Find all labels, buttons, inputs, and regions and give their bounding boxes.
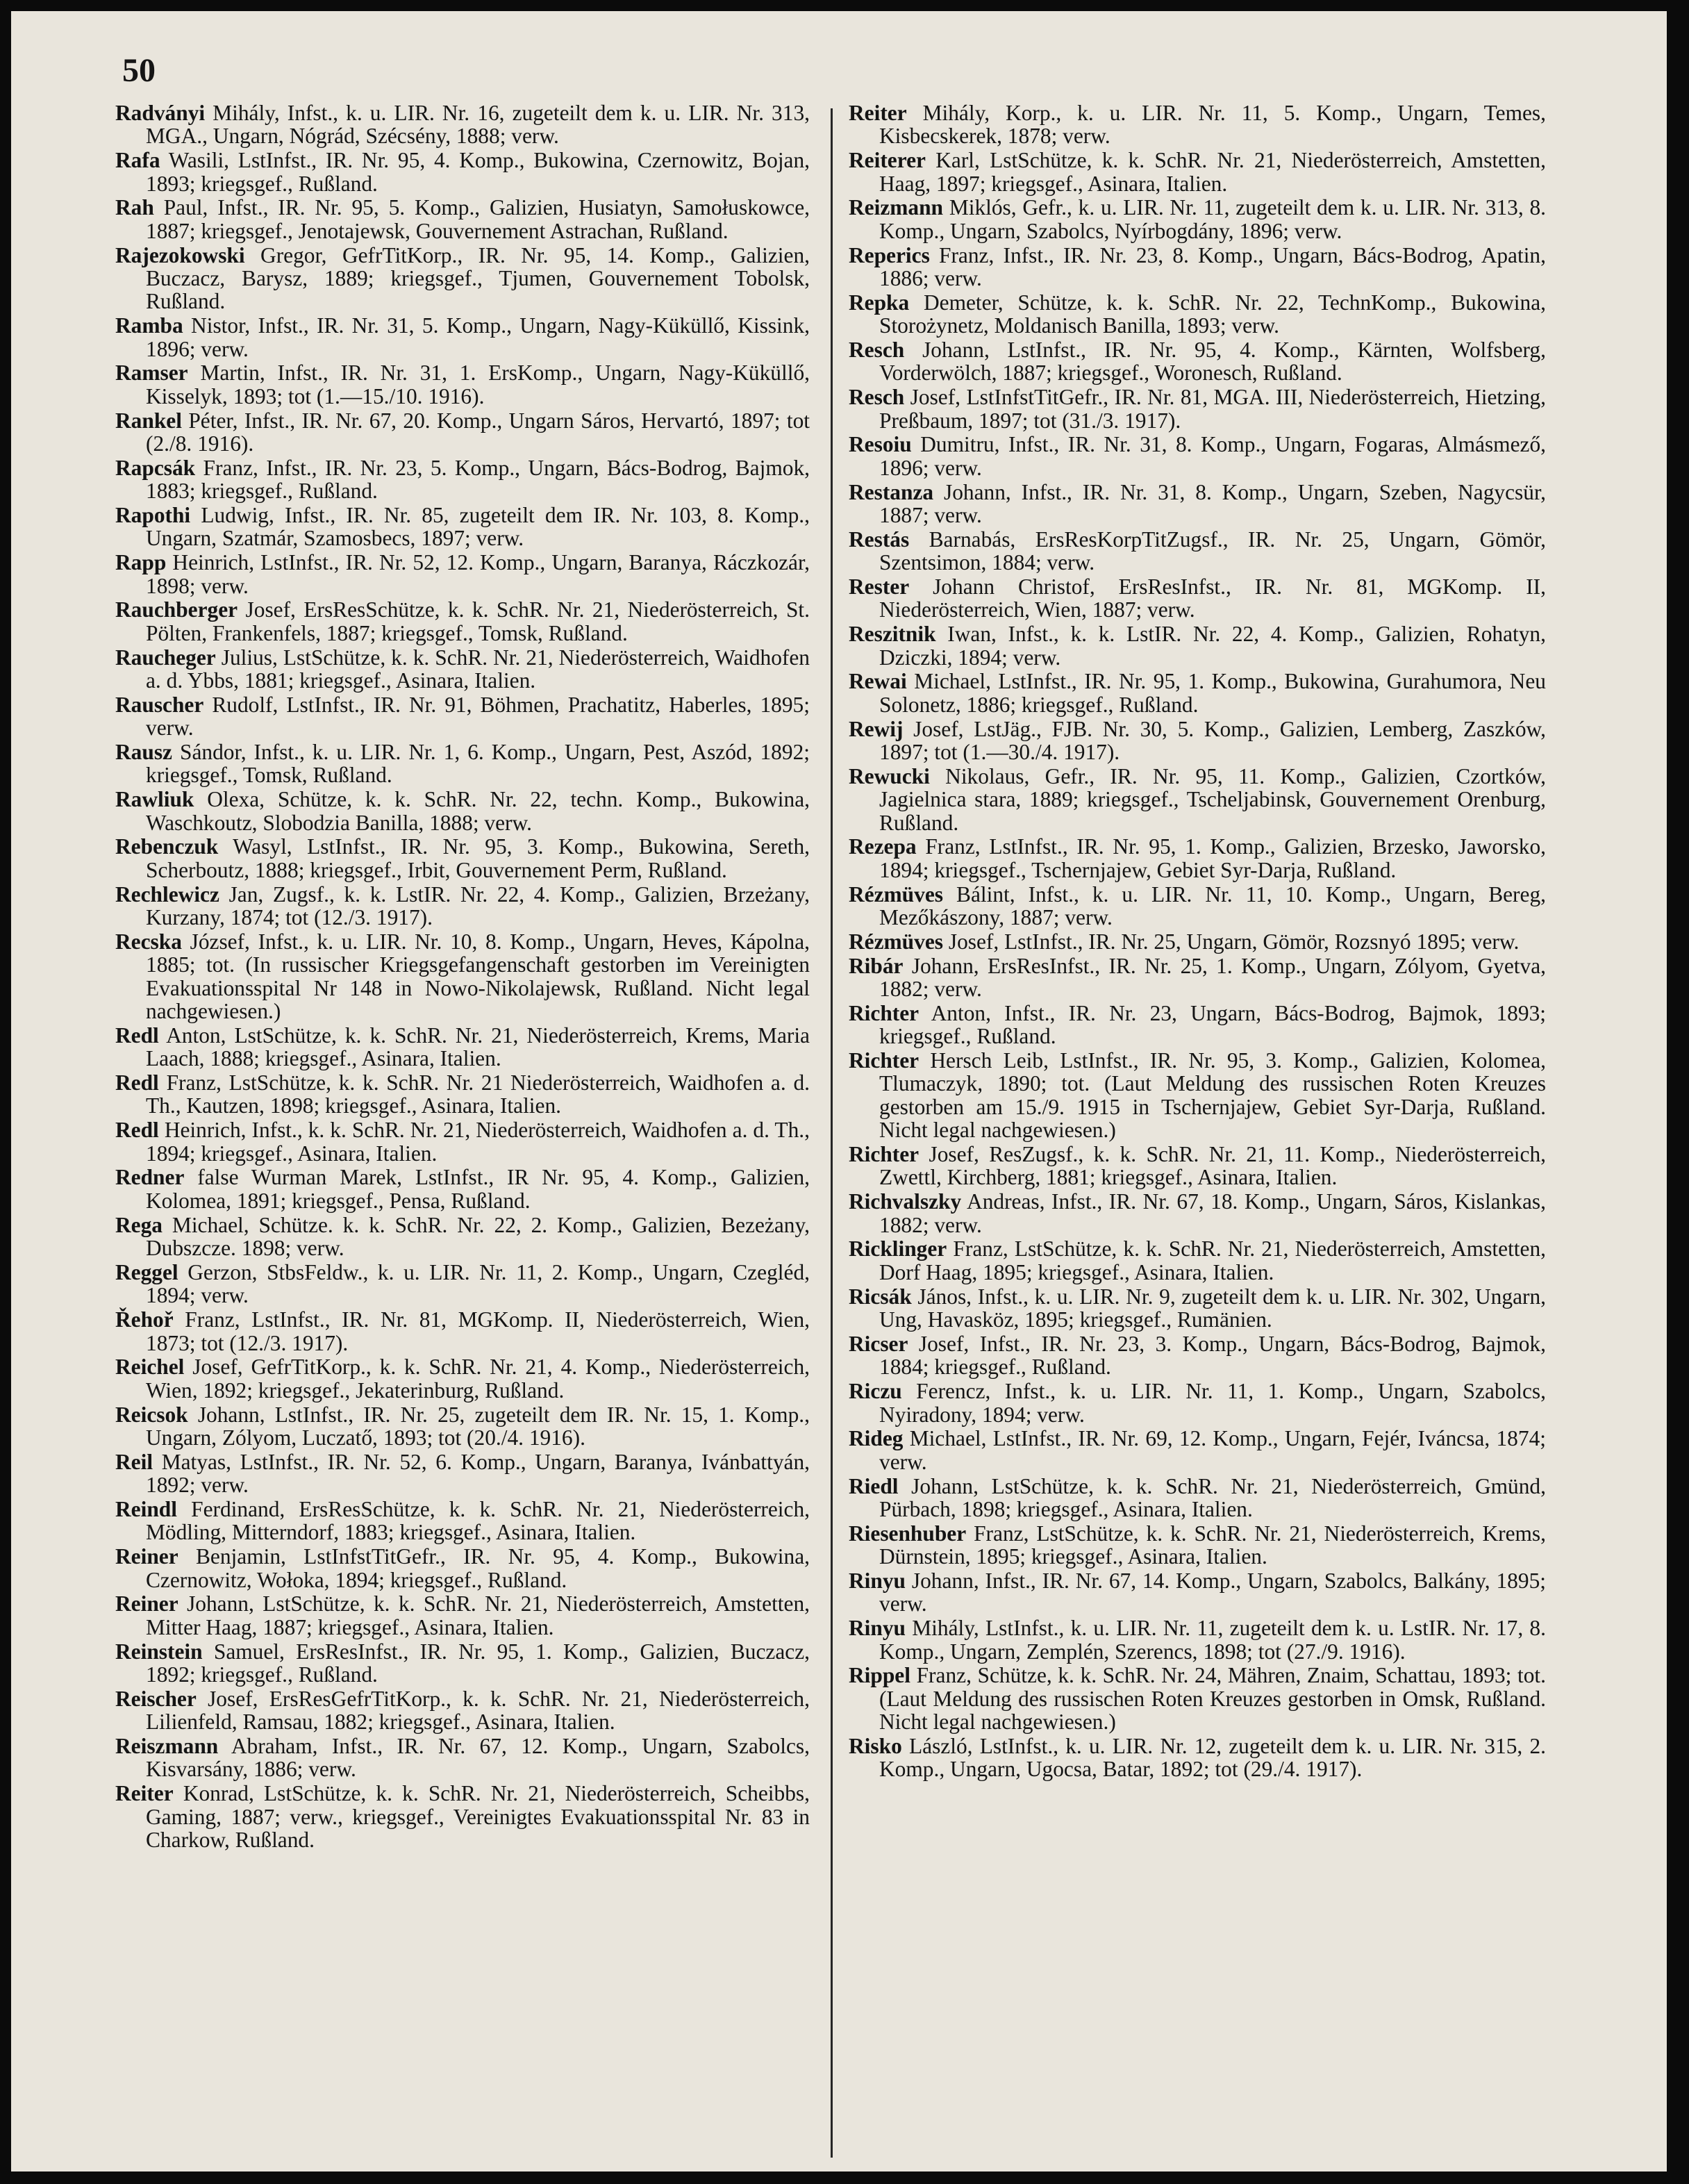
entry-surname: Rézmüves: [849, 929, 943, 954]
entry-surname: Raucheger: [115, 645, 216, 670]
register-entry: [115, 646, 810, 693]
entry-details: Julius, LstSchütze, k. k. SchR. Nr. 21, Niederösterreich, Waidhofen a. d. Ybbs, 1881; kriegsgef., Asinara, Italien.: [146, 645, 810, 693]
register-entry: [849, 1049, 1546, 1142]
entry-surname: Řehoř: [115, 1307, 174, 1332]
entry-details: Konrad, LstSchütze, k. k. SchR. Nr. 21, Niederösterreich, Scheibbs, Gaming, 1887; verw., kriegsgef., Vereinigtes Evakuationsspital Nr. 83 in Charkow, Rußland.: [146, 1781, 810, 1852]
entry-details: Heinrich, Infst., k. k. SchR. Nr. 21, Niederösterreich, Waidhofen a. d. Th., 1894; kriegsgef., Asinara, Italien.: [146, 1118, 810, 1166]
register-entry: [115, 1735, 810, 1781]
entry-details: Martin, Infst., IR. Nr. 31, 1. ErsKomp., Ungarn, Nagy-Küküllő, Kisselyk, 1893; tot (1.—15./10. 1916).: [146, 361, 810, 408]
entry-details: Wasyl, LstInfst., IR. Nr. 95, 3. Komp., Bukowina, Sereth, Scherboutz, 1888; kriegsgef., Irbit, Gouvernement Perm, Rußland.: [146, 834, 810, 882]
entry-surname: Reiter: [115, 1781, 174, 1806]
entry-surname: Ramba: [115, 313, 183, 338]
entry-details: Mihály, Korp., k. u. LIR. Nr. 11, 5. Komp., Ungarn, Temes, Kisbecskerek, 1878; verw.: [879, 101, 1546, 149]
entry-details: Josef, LstInfst., IR. Nr. 25, Ungarn, Gömör, Rozsnyó 1895; verw.: [948, 929, 1520, 954]
entry-surname: Rapcsák: [115, 455, 196, 480]
entry-details: Josef, Infst., IR. Nr. 23, 3. Komp., Ungarn, Bács-Bodrog, Bajmok, 1884; kriegsgef., Rußland.: [879, 1331, 1546, 1380]
entry-surname: Radványi: [115, 101, 206, 125]
entry-details: Rudolf, LstInfst., IR. Nr. 91, Böhmen, Prachatitz, Haberles, 1895; verw.: [146, 692, 810, 741]
entry-details: Paul, Infst., IR. Nr. 95, 5. Komp., Galizien, Husiatyn, Samołuskowce, 1887; kriegsgef., Jenotajewsk, Gouvernement Astrachan, Rußland.: [146, 195, 810, 243]
entry-surname: Rauchberger: [115, 597, 238, 622]
register-entry: [115, 693, 810, 740]
entry-details: Olexa, Schütze, k. k. SchR. Nr. 22, techn. Komp., Bukowina, Waschkoutz, Slobodzia Banilla, 1888; verw.: [146, 787, 810, 835]
entry-details: József, Infst., k. u. LIR. Nr. 10, 8. Komp., Ungarn, Heves, Kápolna, 1885; tot. (In russischer Kriegsgefangenschaft gestorben im Vereinigten Evakuationsspital Nr 148 in Nowo-Nikolajewsk, Rußland. Nicht legal nachgewiesen.): [146, 929, 810, 1024]
register-entry: [849, 883, 1546, 929]
entry-details: Franz, LstInfst., IR. Nr. 95, 1. Komp., Galizien, Brzesko, Jaworsko, 1894; kriegsgef., Tschernjajew, Gebiet Syr-Darja, Rußland.: [879, 834, 1546, 882]
entry-surname: Ribár: [849, 953, 904, 978]
entry-details: Anton, LstSchütze, k. k. SchR. Nr. 21, Niederösterreich, Krems, Maria Laach, 1888; kriegsgef., Asinara, Italien.: [146, 1023, 810, 1071]
entry-details: Franz, LstSchütze, k. k. SchR. Nr. 21, Niederösterreich, Amstetten, Dorf Haag, 1895; kriegsgef., Asinara, Italien.: [879, 1236, 1546, 1284]
register-entry: [849, 196, 1546, 242]
register-entry: [849, 386, 1546, 432]
entry-surname: Rinyu: [849, 1616, 906, 1641]
page-number: 50: [122, 52, 156, 89]
entry-surname: Ricklinger: [849, 1236, 947, 1261]
entry-details: Johann, Infst., IR. Nr. 31, 8. Komp., Ungarn, Szeben, Nagycsür, 1887; verw.: [879, 479, 1546, 528]
entry-surname: Rippel: [849, 1663, 910, 1688]
entry-surname: Reiner: [115, 1591, 178, 1616]
register-entry: [115, 835, 810, 882]
entry-surname: Risko: [849, 1733, 902, 1758]
column-divider: [831, 108, 833, 2158]
entry-surname: Restás: [849, 527, 910, 552]
entry-surname: Reiterer: [849, 148, 926, 173]
entry-details: Abraham, Infst., IR. Nr. 67, 12. Komp., Ungarn, Szabolcs, Kisvarsány, 1886; verw.: [146, 1733, 810, 1782]
entry-details: false Wurman Marek, LstInfst., IR Nr. 95, 4. Komp., Galizien, Kolomea, 1891; kriegsgef., Pensa, Rußland.: [146, 1165, 810, 1213]
entry-surname: Reischer: [115, 1686, 197, 1711]
register-entry: [115, 504, 810, 550]
entry-details: Johann, LstInfst., IR. Nr. 25, zugeteilt dem IR. Nr. 15, 1. Komp., Ungarn, Zólyom, Luczatő, 1893; tot (20./4. 1916).: [146, 1402, 810, 1450]
entry-details: Sándor, Infst., k. u. LIR. Nr. 1, 6. Komp., Ungarn, Pest, Aszód, 1892; kriegsgef., Tomsk, Rußland.: [146, 740, 810, 788]
entry-surname: Richter: [849, 1048, 920, 1073]
entry-surname: Richter: [849, 1000, 920, 1025]
register-entry: [115, 598, 810, 645]
entry-surname: Riedl: [849, 1473, 899, 1498]
register-entry: [849, 1616, 1546, 1663]
entry-details: Demeter, Schütze, k. k. SchR. Nr. 22, TechnKomp., Bukowina, Storożynetz, Moldanisch Banilla, 1893; verw.: [879, 290, 1546, 338]
register-entry: [849, 149, 1546, 195]
entry-details: Michael, LstInfst., IR. Nr. 95, 1. Komp., Bukowina, Gurahumora, Neu Solonetz, 1886; kriegsgef., Rußland.: [879, 669, 1546, 717]
register-entry: [849, 835, 1546, 882]
entry-details: Michael, LstInfst., IR. Nr. 69, 12. Komp., Ungarn, Fejér, Iváncsa, 1874; verw.: [879, 1426, 1546, 1474]
entry-surname: Rankel: [115, 408, 182, 433]
entry-surname: Riczu: [849, 1379, 902, 1404]
register-entry: [849, 528, 1546, 574]
entry-surname: Ricser: [849, 1331, 908, 1356]
entry-details: Franz, Infst., IR. Nr. 23, 8. Komp., Ungarn, Bács-Bodrog, Apatin, 1886; verw.: [879, 242, 1546, 291]
entry-details: Nistor, Infst., IR. Nr. 31, 5. Komp., Ungarn, Nagy-Küküllő, Kissink, 1896; verw.: [146, 313, 810, 361]
register-entry: [115, 1782, 810, 1851]
register-entry: [849, 718, 1546, 764]
entry-details: Nikolaus, Gefr., IR. Nr. 95, 11. Komp., Galizien, Czortków, Jagielnica stara, 1889; kriegsgef., Tscheljabinsk, Gouvernement Orenburg, Rußland.: [879, 763, 1546, 835]
entry-details: János, Infst., k. u. LIR. Nr. 9, zugeteilt dem k. u. LIR. Nr. 302, Ungarn, Ung, Havasköz, 1895; kriegsgef., Rumänien.: [879, 1284, 1546, 1332]
register-entry: [849, 1522, 1546, 1569]
entry-surname: Rausz: [115, 740, 172, 765]
entry-surname: Rapp: [115, 550, 167, 575]
entry-surname: Reiszmann: [115, 1733, 219, 1758]
register-entry: [115, 1403, 810, 1450]
entry-surname: Ramser: [115, 361, 188, 386]
register-entry: [849, 930, 1546, 953]
register-entry: [115, 1355, 810, 1402]
entry-surname: Rawliuk: [115, 787, 194, 812]
register-entry: [849, 765, 1546, 834]
entry-details: Samuel, ErsResInfst., IR. Nr. 95, 1. Komp., Galizien, Buczacz, 1892; kriegsgef., Rußland.: [146, 1639, 810, 1687]
register-entry: [115, 1545, 810, 1591]
entry-details: Andreas, Infst., IR. Nr. 67, 18. Komp., Ungarn, Sáros, Kislankas, 1882; verw.: [879, 1189, 1547, 1237]
entry-surname: Resoiu: [849, 432, 912, 457]
entry-details: Karl, LstSchütze, k. k. SchR. Nr. 21, Niederösterreich, Amstetten, Haag, 1897; kriegsgef., Asinara, Italien.: [879, 148, 1546, 196]
register-entry: [849, 1664, 1546, 1733]
entry-details: Iwan, Infst., k. k. LstIR. Nr. 22, 4. Komp., Galizien, Rohatyn, Dziczki, 1894; verw.: [879, 622, 1546, 670]
entry-surname: Reinstein: [115, 1639, 203, 1664]
entry-details: Gregor, GefrTitKorp., IR. Nr. 95, 14. Komp., Galizien, Buczacz, Barysz, 1889; kriegsgef., Tjumen, Gouvernement Tobolsk, Rußland.: [146, 242, 810, 314]
entry-surname: Rechlewicz: [115, 882, 219, 907]
register-entry: [115, 788, 810, 834]
register-entry: [849, 1332, 1546, 1379]
entry-details: Jan, Zugsf., k. k. LstIR. Nr. 22, 4. Komp., Galizien, Brzeżany, Kurzany, 1874; tot (12./3. 1917).: [146, 882, 810, 930]
entry-surname: Rewij: [849, 716, 904, 741]
entry-surname: Rebenczuk: [115, 834, 219, 859]
entry-surname: Rinyu: [849, 1568, 906, 1593]
register-entry: [849, 1475, 1546, 1521]
register-entry: [849, 1735, 1546, 1781]
entry-details: Josef, ErsResSchütze, k. k. SchR. Nr. 21, Niederösterreich, St. Pölten, Frankenfels, 1887; kriegsgef., Tomsk, Rußland.: [146, 597, 810, 645]
entry-details: Ferencz, Infst., k. u. LIR. Nr. 11, 1. Komp., Ungarn, Szabolcs, Nyiradony, 1894; verw.: [879, 1379, 1546, 1427]
entry-surname: Rapothi: [115, 503, 191, 528]
entry-surname: Reichel: [115, 1355, 185, 1380]
left-column: [115, 101, 810, 1853]
entry-details: Ludwig, Infst., IR. Nr. 85, zugeteilt dem IR. Nr. 103, 8. Komp., Ungarn, Szatmár, Szamosbecs, 1897; verw.: [146, 503, 810, 551]
register-entry: [115, 1592, 810, 1639]
entry-surname: Riesenhuber: [849, 1521, 967, 1546]
register-entry: [115, 1024, 810, 1070]
entry-surname: Reindl: [115, 1496, 177, 1521]
entry-surname: Reizmann: [849, 195, 944, 220]
entry-surname: Rah: [115, 195, 154, 220]
entry-details: Johann, LstSchütze, k. k. SchR. Nr. 21, Niederösterreich, Amstetten, Mitter Haag, 1887; kriegsgef., Asinara, Italien.: [146, 1591, 810, 1639]
entry-surname: Redner: [115, 1165, 185, 1190]
register-entry: [849, 575, 1546, 622]
register-entry: [849, 1380, 1546, 1426]
entry-surname: Reiner: [115, 1544, 178, 1569]
entry-surname: Repka: [849, 290, 910, 315]
entry-details: Barnabás, ErsResKorpTitZugsf., IR. Nr. 25, Ungarn, Gömör, Szentsimon, 1884; verw.: [879, 527, 1546, 575]
entry-details: Miklós, Gefr., k. u. LIR. Nr. 11, zugeteilt dem k. u. LIR. Nr. 313, 8. Komp., Ungarn, Szabolcs, Nyírbogdány, 1896; verw.: [879, 195, 1546, 243]
register-entry: [849, 670, 1546, 716]
document-page: [11, 11, 1667, 2171]
entry-surname: Rideg: [849, 1426, 904, 1451]
register-entry: [115, 1261, 810, 1307]
register-entry: [849, 622, 1546, 669]
entry-details: Josef, ResZugsf., k. k. SchR. Nr. 21, 11. Komp., Niederösterreich, Zwettl, Kirchberg, 1881; kriegsgef., Asinara, Italien.: [879, 1142, 1546, 1190]
entry-details: Josef, ErsResGefrTitKorp., k. k. SchR. Nr. 21, Niederösterreich, Lilienfeld, Ramsau, 1882; kriegsgef., Asinara, Italien.: [146, 1686, 810, 1735]
register-entry: [115, 456, 810, 503]
entry-surname: Rezepa: [849, 834, 917, 859]
entry-details: Johann, LstInfst., IR. Nr. 95, 4. Komp., Kärnten, Wolfsberg, Vorderwölch, 1887; kriegsgef., Woronesch, Rußland.: [879, 338, 1546, 386]
right-column: [849, 101, 1546, 1782]
entry-surname: Rézmüves: [849, 882, 943, 907]
register-entry: [115, 1498, 810, 1544]
entry-surname: Rester: [849, 574, 910, 599]
register-entry: [115, 551, 810, 597]
entry-details: Hersch Leib, LstInfst., IR. Nr. 95, 3. Komp., Galizien, Kolomea, Tlumaczyk, 1890; tot. (Laut Meldung des russischen Roten Kreuzes gestorben am 15./9. 1915 in Tschernjajew, Gebiet Syr-Darja, Rußland. Nicht legal nachgewiesen.): [879, 1048, 1546, 1143]
register-entry: [849, 101, 1546, 148]
entry-surname: Reszitnik: [849, 622, 936, 647]
entry-details: Gerzon, StbsFeldw., k. u. LIR. Nr. 11, 2. Komp., Ungarn, Czegléd, 1894; verw.: [146, 1259, 810, 1308]
register-entry: [115, 1308, 810, 1355]
register-entry: [849, 954, 1546, 1001]
register-entry: [115, 1687, 810, 1734]
register-entry: [115, 930, 810, 1023]
entry-surname: Richvalszky: [849, 1189, 962, 1214]
entry-details: Franz, LstSchütze, k. k. SchR. Nr. 21, Niederösterreich, Krems, Dürnstein, 1895; kriegsgef., Asinara, Italien.: [879, 1521, 1546, 1569]
entry-details: László, LstInfst., k. u. LIR. Nr. 12, zugeteilt dem k. u. LIR. Nr. 315, 2. Komp., Ungarn, Ugocsa, Batar, 1892; tot (29./4. 1917).: [879, 1733, 1546, 1782]
register-entry: [115, 361, 810, 408]
entry-details: Matyas, LstInfst., IR. Nr. 52, 6. Komp., Ungarn, Baranya, Ivánbattyán, 1892; verw.: [146, 1449, 810, 1498]
entry-surname: Reil: [115, 1449, 153, 1474]
register-entry: [849, 1002, 1546, 1048]
entry-details: Josef, LstJäg., FJB. Nr. 30, 5. Komp., Galizien, Lemberg, Zaszków, 1897; tot (1.—30./4. 1917).: [879, 716, 1546, 765]
register-entry: [849, 1190, 1546, 1236]
register-entry: [849, 291, 1546, 338]
register-entry: [849, 1143, 1546, 1189]
entry-details: Josef, LstInfstTitGefr., IR. Nr. 81, MGA. III, Niederösterreich, Hietzing, Preßbaum, 1897; tot (31./3. 1917).: [879, 385, 1546, 433]
entry-surname: Redl: [115, 1070, 159, 1095]
register-entry: [115, 196, 810, 242]
entry-details: Josef, GefrTitKorp., k. k. SchR. Nr. 21, 4. Komp., Niederösterreich, Wien, 1892; kriegsgef., Jekaterinburg, Rußland.: [146, 1355, 810, 1403]
register-entry: [115, 244, 810, 313]
register-entry: [115, 1450, 810, 1497]
entry-details: Michael, Schütze. k. k. SchR. Nr. 22, 2. Komp., Galizien, Bezeżany, Dubszcze. 1898; verw.: [146, 1212, 810, 1261]
entry-surname: Rajezokowski: [115, 242, 245, 267]
entry-surname: Ricsák: [849, 1284, 912, 1309]
entry-details: Franz, Infst., IR. Nr. 23, 5. Komp., Ungarn, Bács-Bodrog, Bajmok, 1883; kriegsgef., Rußland.: [146, 455, 810, 504]
entry-surname: Rewucki: [849, 763, 930, 788]
entry-details: Franz, LstSchütze, k. k. SchR. Nr. 21 Niederösterreich, Waidhofen a. d. Th., Kautzen, 1898; kriegsgef., Asinara, Italien.: [146, 1070, 810, 1118]
register-entry: [849, 481, 1546, 527]
register-entry: [849, 1569, 1546, 1616]
entry-surname: Rafa: [115, 148, 160, 173]
entry-details: Johann, Infst., IR. Nr. 67, 14. Komp., Ungarn, Szabolcs, Balkány, 1895; verw.: [879, 1568, 1546, 1616]
entry-details: Dumitru, Infst., IR. Nr. 31, 8. Komp., Ungarn, Fogaras, Almásmező, 1896; verw.: [879, 432, 1546, 480]
register-entry: [115, 149, 810, 195]
register-entry: [849, 1237, 1546, 1284]
entry-details: Anton, Infst., IR. Nr. 23, Ungarn, Bács-Bodrog, Bajmok, 1893; kriegsgef., Rußland.: [879, 1000, 1546, 1049]
register-entry: [115, 741, 810, 787]
register-entry: [115, 1640, 810, 1687]
entry-surname: Recska: [115, 929, 182, 954]
entry-surname: Redl: [115, 1023, 159, 1048]
register-entry: [115, 1071, 810, 1118]
entry-surname: Resch: [849, 338, 905, 363]
entry-surname: Reggel: [115, 1259, 178, 1284]
entry-details: Johann, LstSchütze, k. k. SchR. Nr. 21, Niederösterreich, Gmünd, Pürbach, 1898; kriegsgef., Asinara, Italien.: [879, 1473, 1546, 1521]
register-entry: [849, 1427, 1546, 1473]
register-entry: [849, 1285, 1546, 1332]
entry-details: Franz, Schütze, k. k. SchR. Nr. 24, Mähren, Znaim, Schattau, 1893; tot. (Laut Meldung des russischen Roten Kreuzes gestorben in Omsk, Rußland. Nicht legal nachgewiesen.): [879, 1663, 1546, 1735]
entry-details: Heinrich, LstInfst., IR. Nr. 52, 12. Komp., Ungarn, Baranya, Ráczkozár, 1898; verw.: [146, 550, 810, 598]
entry-details: Benjamin, LstInfstTitGefr., IR. Nr. 95, 4. Komp., Bukowina, Czernowitz, Wołoka, 1894; kriegsgef., Rußland.: [146, 1544, 810, 1592]
register-entry: [115, 883, 810, 929]
register-entry: [849, 338, 1546, 385]
register-entry: [115, 101, 810, 148]
entry-surname: Reiter: [849, 101, 907, 125]
entry-surname: Rauscher: [115, 692, 204, 717]
entry-details: Johann, ErsResInfst., IR. Nr. 25, 1. Komp., Ungarn, Zólyom, Gyetva, 1882; verw.: [879, 953, 1546, 1002]
register-entry: [849, 244, 1546, 290]
entry-surname: Redl: [115, 1118, 159, 1143]
register-entry: [115, 314, 810, 361]
register-entry: [849, 433, 1546, 479]
register-entry: [115, 1118, 810, 1165]
entry-surname: Rega: [115, 1212, 163, 1237]
entry-details: Péter, Infst., IR. Nr. 67, 20. Komp., Ungarn Sáros, Hervartó, 1897; tot (2./8. 1916).: [146, 408, 810, 456]
entry-surname: Richter: [849, 1142, 920, 1167]
entry-details: Bálint, Infst., k. u. LIR. Nr. 11, 10. Komp., Ungarn, Bereg, Mezőkászony, 1887; verw.: [879, 882, 1546, 930]
entry-details: Wasili, LstInfst., IR. Nr. 95, 4. Komp., Bukowina, Czernowitz, Bojan, 1893; kriegsgef., Rußland.: [146, 148, 810, 196]
entry-surname: Resch: [849, 385, 905, 410]
entry-details: Ferdinand, ErsResSchütze, k. k. SchR. Nr. 21, Niederösterreich, Mödling, Mitterndorf, 1883; kriegsgef., Asinara, Italien.: [146, 1496, 810, 1545]
entry-surname: Rewai: [849, 669, 907, 694]
register-entry: [115, 1214, 810, 1260]
entry-details: Mihály, Infst., k. u. LIR. Nr. 16, zugeteilt dem k. u. LIR. Nr. 313, MGA., Ungarn, Nógrád, Szécsény, 1888; verw.: [146, 101, 810, 149]
entry-surname: Restanza: [849, 479, 934, 504]
register-entry: [115, 1166, 810, 1212]
entry-details: Mihály, LstInfst., k. u. LIR. Nr. 11, zugeteilt dem k. u. LstIR. Nr. 17, 8. Komp., Ungarn, Zemplén, Szerencs, 1898; tot (27./9. 1916).: [879, 1616, 1546, 1664]
entry-details: Johann Christof, ErsResInfst., IR. Nr. 81, MGKomp. II, Niederösterreich, Wien, 1887; verw.: [879, 574, 1546, 622]
entry-surname: Reicsok: [115, 1402, 188, 1427]
entry-details: Franz, LstInfst., IR. Nr. 81, MGKomp. II, Niederösterreich, Wien, 1873; tot (12./3. 1917).: [146, 1307, 810, 1355]
register-entry: [115, 409, 810, 456]
entry-surname: Reperics: [849, 242, 930, 267]
